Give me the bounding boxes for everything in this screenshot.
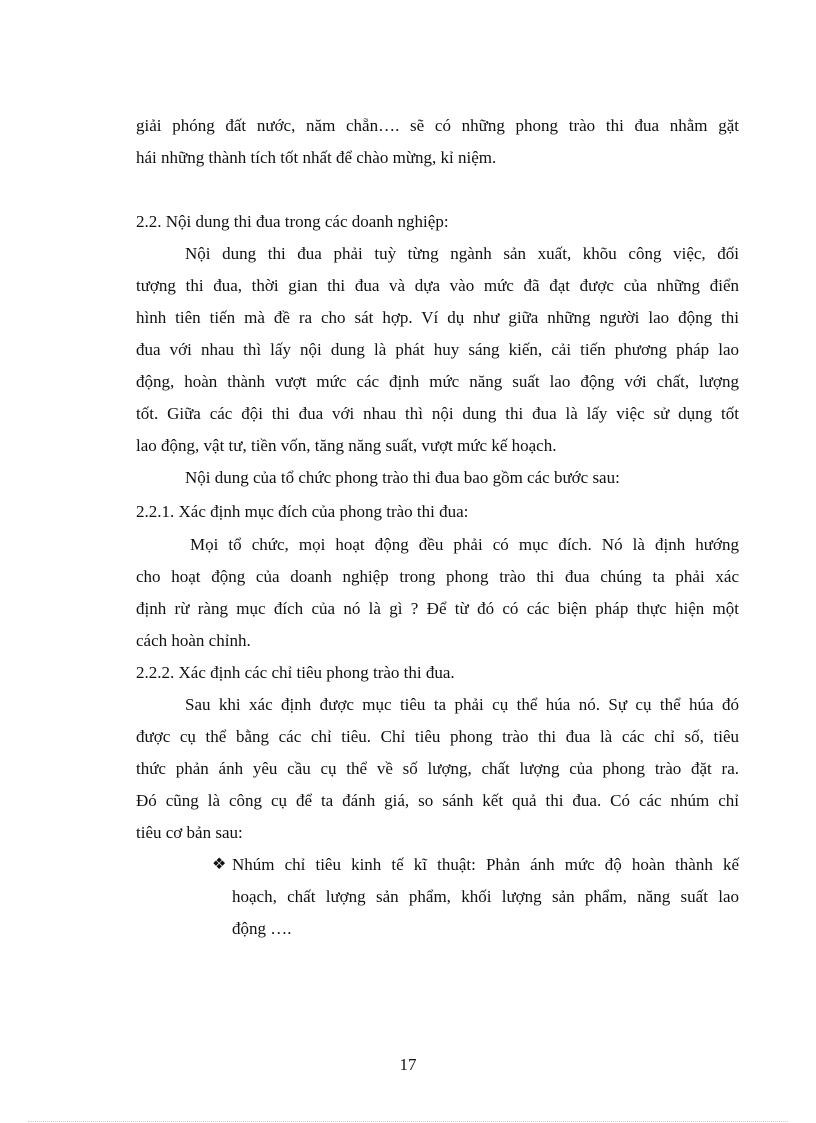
section-heading: 2.2.1. Xác định mục đích của phong trào thi đua: [136, 502, 469, 521]
paragraph-line: giải phóng đất nước, năm chẵn…. sẽ có những phong trào thi đua nhằm gặt [136, 116, 739, 135]
page-number: 17 [399, 1055, 417, 1074]
paragraph-line: lao động, vật tư, tiền vốn, tăng năng suất, vượt mức kế hoạch. [136, 436, 557, 455]
paragraph-line: hái những thành tích tốt nhất để chào mừng, kỉ niệm. [136, 148, 497, 167]
paragraph-line: tiêu cơ bản sau: [136, 823, 243, 842]
page-bottom-divider [28, 1121, 788, 1122]
paragraph-line: thức phản ánh yêu cầu cụ thể về số lượng, chất lượng của phong trào đặt ra. [136, 759, 739, 778]
paragraph-line: cho hoạt động của doanh nghiệp trong phong trào thi đua chúng ta phải xác [136, 567, 739, 586]
section-heading: 2.2. Nội dung thi đua trong các doanh nghiệp: [136, 212, 449, 231]
paragraph-line: tượng thi đua, thời gian thi đua và dựa vào mức đã đạt được của những điển [136, 276, 739, 295]
paragraph-line: được cụ thể bằng các chỉ tiêu. Chỉ tiêu phong trào thi đua là các chỉ số, tiêu [136, 727, 739, 746]
paragraph-line: Đó cũng là công cụ để ta đánh giá, so sánh kết quả thi đua. Có các nhúm chỉ [136, 791, 739, 810]
paragraph-line: Nội dung của tổ chức phong trào thi đua bao gồm các bước sau: [185, 468, 620, 487]
bullet-line: hoạch, chất lượng sản phẩm, khối lượng sản phẩm, năng suất lao [232, 887, 739, 906]
bullet-line: Nhúm chỉ tiêu kinh tế kĩ thuật: Phản ánh mức độ hoàn thành kế [232, 855, 739, 874]
diamond-bullet-icon: ❖ [212, 856, 227, 873]
paragraph-line: cách hoàn chỉnh. [136, 631, 251, 650]
bullet-line: động …. [232, 919, 292, 938]
paragraph-line: Mọi tổ chức, mọi hoạt động đều phải có mục đích. Nó là định hướng [190, 535, 739, 554]
paragraph-line: hình tiên tiến mà đề ra cho sát hợp. Ví dụ như giữa những người lao động thi [136, 308, 739, 327]
paragraph-line: động, hoàn thành vượt mức các định mức năng suất lao động với chất, lượng [136, 372, 739, 391]
section-heading: 2.2.2. Xác định các chỉ tiêu phong trào thi đua. [136, 663, 455, 682]
paragraph-line: Nội dung thi đua phải tuỳ từng ngành sản xuất, khõu công việc, đối [185, 244, 739, 263]
paragraph-line: Sau khi xác định được mục tiêu ta phải cụ thể húa nó. Sự cụ thể húa đó [185, 695, 739, 714]
paragraph-line: đua với nhau thì lấy nội dung là phát huy sáng kiến, cải tiến phương pháp lao [136, 340, 739, 359]
paragraph-line: tốt. Giữa các đội thi đua với nhau thì nội dung thi đua là lấy việc sử dụng tốt [136, 404, 739, 423]
paragraph-line: định rừ ràng mục đích của nó là gì ? Để từ đó có các biện pháp thực hiện một [136, 599, 739, 618]
